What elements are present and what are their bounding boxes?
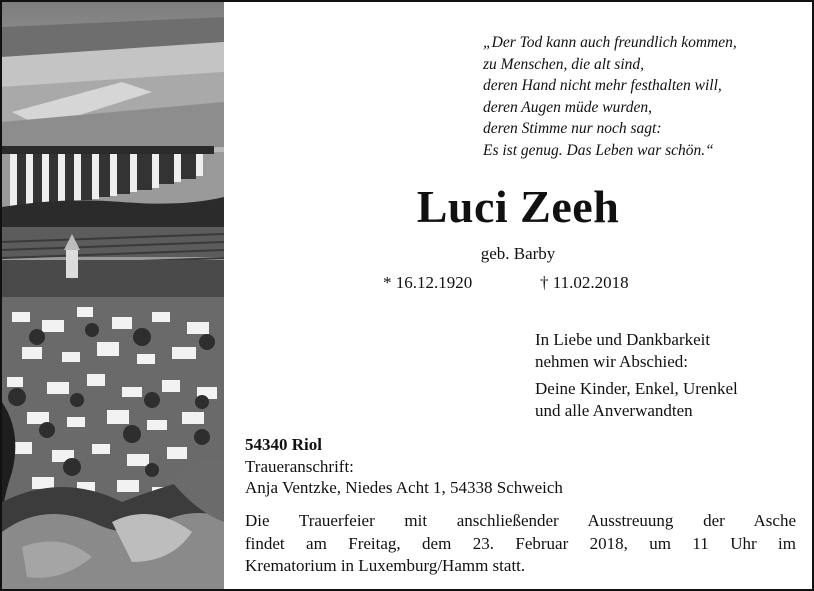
poem-line: deren Stimme nur noch sagt: (483, 120, 662, 138)
ceremony-line: Krematorium in Luxemburg/Hamm statt. (245, 556, 526, 575)
poem-line: „Der Tod kann auch freundlich kommen, (483, 34, 737, 51)
family-line: und alle Anverwandten (535, 401, 693, 420)
birth-date: * 16.12.1920 (383, 273, 473, 292)
farewell-line: In Liebe und Dankbarkeit (535, 330, 711, 349)
deceased-name: Luci Zeeh (416, 181, 620, 232)
family-line: Deine Kinder, Enkel, Urenkel (535, 379, 738, 398)
address-line: Anja Ventzke, Niedes Acht 1, 54338 Schweich (245, 478, 563, 497)
farewell-text (535, 329, 710, 373)
death-date: † 11.02.2018 (540, 273, 629, 292)
ceremony-line: Die Trauerfeier mit anschließender Ausstreuung der Asche (245, 511, 796, 530)
ceremony-notice (245, 510, 796, 578)
poem-line: Es ist genug. Das Leben war schön.“ (483, 141, 714, 159)
landscape-image (2, 2, 224, 589)
family-signature (535, 378, 738, 422)
poem-line: zu Menschen, die alt sind, (483, 55, 645, 73)
village-landscape-photo (2, 2, 224, 589)
ceremony-line: findet am Freitag, dem 23. Februar 2018, um 11 Uhr im (245, 533, 796, 553)
poem-line: deren Augen müde wurden, (483, 98, 653, 116)
farewell-line: nehmen wir Abschied: (535, 352, 688, 371)
address-label: Traueranschrift: (245, 456, 354, 476)
maiden-name: geb. Barby (480, 244, 556, 263)
poem-line: deren Hand nicht mehr festhalten will, (483, 77, 722, 95)
address-city: 54340 Riol (245, 435, 322, 454)
poem-quote (483, 32, 803, 162)
mourning-address (245, 434, 563, 499)
